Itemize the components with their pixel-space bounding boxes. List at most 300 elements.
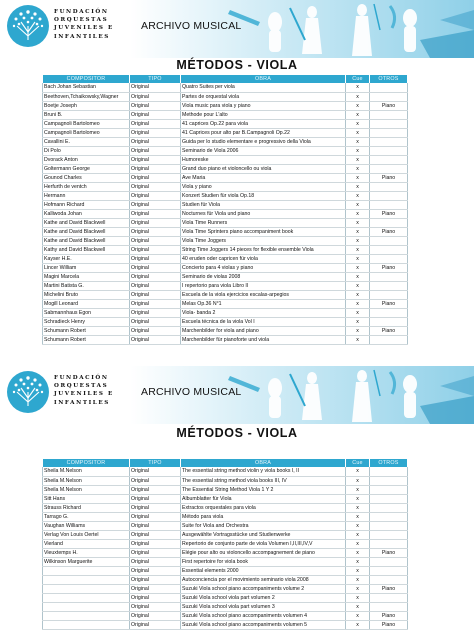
type-cell: Original xyxy=(130,263,181,272)
work-cell: Ausgewählte Vortragsstücke und Studienwerke xyxy=(181,530,346,539)
cue-cell: x xyxy=(346,290,370,299)
composer-cell: Goltermann George xyxy=(43,164,130,173)
cue-cell: x xyxy=(346,467,370,476)
work-cell: Nocturnes für Viola und piano xyxy=(181,209,346,218)
work-cell: The Essential String Method Viola 1 Y 2 xyxy=(181,485,346,494)
composer-cell: Campagnoli Bartolomeo xyxy=(43,128,130,137)
table-row xyxy=(43,146,408,155)
composer-cell: Sabmannhaus Egon xyxy=(43,308,130,317)
composer-cell: Campagnoli Bartolomeo xyxy=(43,119,130,128)
others-cell xyxy=(370,281,408,290)
others-cell xyxy=(370,335,408,344)
others-cell xyxy=(370,467,408,476)
column-header-cue: Cue xyxy=(346,459,370,467)
table-row xyxy=(43,254,408,263)
table-row xyxy=(43,476,408,485)
cue-cell: x xyxy=(346,503,370,512)
others-cell xyxy=(370,539,408,548)
composer-cell: Beethoven,Tchaikowsky,Wagner xyxy=(43,92,130,101)
table-row xyxy=(43,335,408,344)
cue-cell: x xyxy=(346,539,370,548)
section-title: ARCHIVO MUSICAL xyxy=(141,20,242,32)
table-row xyxy=(43,494,408,503)
others-cell xyxy=(370,254,408,263)
foundation-logo-icon xyxy=(6,370,50,414)
work-cell: Repertorio de conjunto parte de viola Volumen I,II,III,IV,V xyxy=(181,539,346,548)
composer-cell: Lincer William xyxy=(43,263,130,272)
table-row xyxy=(43,611,408,620)
work-cell: Viola- banda 2 xyxy=(181,308,346,317)
others-cell xyxy=(370,494,408,503)
cue-cell: x xyxy=(346,272,370,281)
work-cell: Suzuki Viola school viola part volumen 2 xyxy=(181,593,346,602)
table-row xyxy=(43,593,408,602)
composer-cell: Tarrago G. xyxy=(43,512,130,521)
work-cell: Elégie pour alto ou violoncello accompagnement de piano xyxy=(181,548,346,557)
work-cell: Quatro Suites per viola xyxy=(181,83,346,92)
table-row xyxy=(43,539,408,548)
others-cell xyxy=(370,110,408,119)
type-cell: Original xyxy=(130,164,181,173)
others-cell: Piano xyxy=(370,326,408,335)
work-cell: 41 caprices Op.22 para viola xyxy=(181,119,346,128)
composer-cell: Kathy and David Blackwell xyxy=(43,245,130,254)
work-cell: Humoreske xyxy=(181,155,346,164)
type-cell: Original xyxy=(130,272,181,281)
section-title: ARCHIVO MUSICAL xyxy=(141,386,242,398)
type-cell: Original xyxy=(130,173,181,182)
cue-cell: x xyxy=(346,236,370,245)
cue-cell: x xyxy=(346,611,370,620)
work-cell: Escuela técnica de la viola Vol I xyxy=(181,317,346,326)
work-cell: Partes de orquestal viola xyxy=(181,92,346,101)
type-cell: Original xyxy=(130,317,181,326)
others-cell: Piano xyxy=(370,548,408,557)
table-row xyxy=(43,272,408,281)
others-cell xyxy=(370,566,408,575)
composer-cell: Bruni B. xyxy=(43,110,130,119)
composer-cell xyxy=(43,584,130,593)
work-cell: Suite for Viola and Orchestra xyxy=(181,521,346,530)
work-cell: Escuela de la viola ejercicios escalas-arpegios xyxy=(181,290,346,299)
cue-cell: x xyxy=(346,557,370,566)
others-cell: Piano xyxy=(370,227,408,236)
cue-cell: x xyxy=(346,218,370,227)
work-cell: The essential string method violin y viola books I, II xyxy=(181,467,346,476)
composer-cell: Bach Johan Sebastian xyxy=(43,83,130,92)
others-cell xyxy=(370,182,408,191)
composer-cell: Sheila M.Nelson xyxy=(43,485,130,494)
others-cell: Piano xyxy=(370,101,408,110)
work-cell: Viola Time Sprinters piano accompaniment book xyxy=(181,227,346,236)
type-cell: Original xyxy=(130,236,181,245)
table-row xyxy=(43,83,408,92)
table-row xyxy=(43,299,408,308)
composer-cell: Gounod Charles xyxy=(43,173,130,182)
cue-cell: x xyxy=(346,602,370,611)
table-row xyxy=(43,200,408,209)
cue-cell: x xyxy=(346,548,370,557)
column-header-work: OBRA xyxy=(181,459,346,467)
others-cell: Piano xyxy=(370,611,408,620)
table-row xyxy=(43,164,408,173)
composer-cell: Kayser H.E. xyxy=(43,254,130,263)
type-cell: Original xyxy=(130,467,181,476)
work-cell: Viola Time Runners xyxy=(181,218,346,227)
composer-cell: Sitt Hans xyxy=(43,494,130,503)
work-cell: Grand duo piano et violoncello ou viola xyxy=(181,164,346,173)
type-cell: Original xyxy=(130,335,181,344)
type-cell: Original xyxy=(130,308,181,317)
others-cell xyxy=(370,272,408,281)
table-row xyxy=(43,236,408,245)
composer-cell: Schumann Robert xyxy=(43,326,130,335)
others-cell: Piano xyxy=(370,620,408,629)
table-row xyxy=(43,485,408,494)
cue-cell: x xyxy=(346,164,370,173)
type-cell: Original xyxy=(130,557,181,566)
type-cell: Original xyxy=(130,227,181,236)
composer-cell: Schumann Robert xyxy=(43,335,130,344)
document-title: MÉTODOS - VIOLA xyxy=(176,58,298,72)
table-row xyxy=(43,128,408,137)
composer-cell xyxy=(43,566,130,575)
composer-cell: Sheila M.Nelson xyxy=(43,476,130,485)
others-cell xyxy=(370,476,408,485)
table-row xyxy=(43,602,408,611)
others-cell xyxy=(370,602,408,611)
column-header-composer: COMPOSITOR xyxy=(43,459,130,467)
composer-cell: Schradieck Henry xyxy=(43,317,130,326)
table-row xyxy=(43,119,408,128)
table-row xyxy=(43,155,408,164)
work-cell: Guida per lo studio elementare e progressivo della Viola xyxy=(181,137,346,146)
cue-cell: x xyxy=(346,209,370,218)
type-cell: Original xyxy=(130,575,181,584)
work-cell: Marchenbilder for viola and piano xyxy=(181,326,346,335)
type-cell: Original xyxy=(130,110,181,119)
page-header xyxy=(0,0,474,58)
others-cell: Piano xyxy=(370,584,408,593)
column-header-cue: Cue xyxy=(346,75,370,83)
table-row xyxy=(43,182,408,191)
composer-cell xyxy=(43,602,130,611)
type-cell: Original xyxy=(130,485,181,494)
table-row xyxy=(43,521,408,530)
others-cell xyxy=(370,317,408,326)
type-cell: Original xyxy=(130,539,181,548)
type-cell: Original xyxy=(130,92,181,101)
table-row xyxy=(43,326,408,335)
work-cell: 41 Caprices pour alto par B.Campagnoli Op.22 xyxy=(181,128,346,137)
work-cell: Extractos orquestales para viola xyxy=(181,503,346,512)
others-cell xyxy=(370,593,408,602)
type-cell: Original xyxy=(130,290,181,299)
table-row xyxy=(43,584,408,593)
cue-cell: x xyxy=(346,620,370,629)
type-cell: Original xyxy=(130,620,181,629)
composer-cell: Herfurth de ventch xyxy=(43,182,130,191)
composer-cell: Sheila M.Nelson xyxy=(43,467,130,476)
table-row xyxy=(43,503,408,512)
table-row xyxy=(43,548,408,557)
others-cell xyxy=(370,191,408,200)
cue-cell: x xyxy=(346,146,370,155)
cue-cell: x xyxy=(346,584,370,593)
work-cell: Viola Time Joggers xyxy=(181,236,346,245)
type-cell: Original xyxy=(130,191,181,200)
cue-cell: x xyxy=(346,92,370,101)
composer-cell: Strauss Richard xyxy=(43,503,130,512)
cue-cell: x xyxy=(346,128,370,137)
composer-cell: Vierland xyxy=(43,539,130,548)
others-cell xyxy=(370,512,408,521)
type-cell: Original xyxy=(130,548,181,557)
type-cell: Original xyxy=(130,83,181,92)
others-cell: Piano xyxy=(370,209,408,218)
table-row xyxy=(43,281,408,290)
column-header-others: OTROS xyxy=(370,459,408,467)
composer-cell: Vaughan Williams xyxy=(43,521,130,530)
type-cell: Original xyxy=(130,146,181,155)
type-cell: Original xyxy=(130,530,181,539)
table-row xyxy=(43,209,408,218)
table-row xyxy=(43,317,408,326)
foundation-logo-icon xyxy=(6,4,50,48)
others-cell: Piano xyxy=(370,299,408,308)
cue-cell: x xyxy=(346,521,370,530)
others-cell xyxy=(370,119,408,128)
page-header xyxy=(0,366,474,424)
work-cell: Marchenbilder für pianoforte und viola xyxy=(181,335,346,344)
composer-cell: Cavallini E. xyxy=(43,137,130,146)
others-cell xyxy=(370,200,408,209)
column-header-work: OBRA xyxy=(181,75,346,83)
work-cell: Albumblatter für Viola xyxy=(181,494,346,503)
composer-cell xyxy=(43,611,130,620)
cue-cell: x xyxy=(346,335,370,344)
table-row xyxy=(43,467,408,476)
others-cell xyxy=(370,521,408,530)
type-cell: Original xyxy=(130,182,181,191)
others-cell xyxy=(370,137,408,146)
composer-cell: Hofmann Richard xyxy=(43,200,130,209)
others-cell xyxy=(370,236,408,245)
table-row xyxy=(43,308,408,317)
work-cell: First repertoire for viola book xyxy=(181,557,346,566)
type-cell: Original xyxy=(130,245,181,254)
cue-cell: x xyxy=(346,137,370,146)
cue-cell: x xyxy=(346,566,370,575)
composer-cell: Boetje Joseph xyxy=(43,101,130,110)
work-cell: Seminario de violas 2008 xyxy=(181,272,346,281)
others-cell xyxy=(370,146,408,155)
table-row xyxy=(43,290,408,299)
foundation-name: FUNDACIÓN ORQUESTAS JUVENILES E INFANTILES xyxy=(54,375,114,406)
cue-cell: x xyxy=(346,494,370,503)
work-cell: Studien für Viola xyxy=(181,200,346,209)
type-cell: Original xyxy=(130,611,181,620)
cue-cell: x xyxy=(346,173,370,182)
work-cell: String Time Joggers 14 pieces for flexible ensemble Viola xyxy=(181,245,346,254)
table-row xyxy=(43,110,408,119)
document-title: MÉTODOS - VIOLA xyxy=(176,426,298,440)
others-cell xyxy=(370,218,408,227)
type-cell: Original xyxy=(130,218,181,227)
others-cell xyxy=(370,128,408,137)
work-cell: Suzuki Viola school viola part volumen 3 xyxy=(181,602,346,611)
cue-cell: x xyxy=(346,83,370,92)
cue-cell: x xyxy=(346,476,370,485)
type-cell: Original xyxy=(130,602,181,611)
cue-cell: x xyxy=(346,326,370,335)
work-cell: 40 eruden oder capricen für viola xyxy=(181,254,346,263)
table-row xyxy=(43,575,408,584)
type-cell: Original xyxy=(130,503,181,512)
cue-cell: x xyxy=(346,227,370,236)
type-cell: Original xyxy=(130,494,181,503)
type-cell: Original xyxy=(130,512,181,521)
work-cell: Suzuki Viola school piano accompaniments volumen 4 xyxy=(181,611,346,620)
table-row xyxy=(43,620,408,629)
others-cell xyxy=(370,245,408,254)
table-row xyxy=(43,566,408,575)
cue-cell: x xyxy=(346,530,370,539)
composer-cell: Kathe and David Blackwell xyxy=(43,236,130,245)
column-header-others: OTROS xyxy=(370,75,408,83)
cue-cell: x xyxy=(346,110,370,119)
composer-cell: Kalliwoda Johan xyxy=(43,209,130,218)
work-cell: Methode pour L'alto xyxy=(181,110,346,119)
others-cell xyxy=(370,557,408,566)
work-cell: Autoconciencia por el movimiento seminario viola 2008 xyxy=(181,575,346,584)
work-cell: Método para viola xyxy=(181,512,346,521)
table-row xyxy=(43,557,408,566)
cue-cell: x xyxy=(346,155,370,164)
type-cell: Original xyxy=(130,128,181,137)
others-cell xyxy=(370,164,408,173)
table-row xyxy=(43,191,408,200)
others-cell xyxy=(370,155,408,164)
type-cell: Original xyxy=(130,101,181,110)
table-row xyxy=(43,227,408,236)
others-cell xyxy=(370,290,408,299)
work-cell: The essential string method viola books III, IV xyxy=(181,476,346,485)
composer-cell xyxy=(43,593,130,602)
composer-cell: Kathe and David Blackwell xyxy=(43,227,130,236)
cue-cell: x xyxy=(346,485,370,494)
work-cell: Ave Maria xyxy=(181,173,346,182)
work-cell: Viola y piano xyxy=(181,182,346,191)
work-cell: I repertorio para viola Libro II xyxy=(181,281,346,290)
table-row xyxy=(43,245,408,254)
composer-cell: Hermann xyxy=(43,191,130,200)
cue-cell: x xyxy=(346,191,370,200)
cue-cell: x xyxy=(346,101,370,110)
table-row xyxy=(43,101,408,110)
work-cell: Konzert Studien für viola Op.18 xyxy=(181,191,346,200)
composer-cell: Michelini Bruto xyxy=(43,290,130,299)
table-row xyxy=(43,512,408,521)
composer-cell: Dvorack Anton xyxy=(43,155,130,164)
cue-cell: x xyxy=(346,317,370,326)
table-row xyxy=(43,218,408,227)
cue-cell: x xyxy=(346,281,370,290)
others-cell xyxy=(370,530,408,539)
work-cell: Suzuki Viola school piano accompaniments volumen 5 xyxy=(181,620,346,629)
others-cell xyxy=(370,503,408,512)
others-cell xyxy=(370,485,408,494)
cue-cell: x xyxy=(346,254,370,263)
methods-table-page-1 xyxy=(42,75,408,345)
table-row xyxy=(43,173,408,182)
cue-cell: x xyxy=(346,263,370,272)
composer-cell: Mogill Leonard xyxy=(43,299,130,308)
type-cell: Original xyxy=(130,566,181,575)
cue-cell: x xyxy=(346,200,370,209)
composer-cell: Magini Marcela xyxy=(43,272,130,281)
others-cell xyxy=(370,92,408,101)
others-cell xyxy=(370,575,408,584)
table-row xyxy=(43,530,408,539)
cue-cell: x xyxy=(346,245,370,254)
composer-cell: Wilkinson Marguerite xyxy=(43,557,130,566)
type-cell: Original xyxy=(130,119,181,128)
type-cell: Original xyxy=(130,593,181,602)
work-cell: Suzuki Viola school piano accompaniments volume 2 xyxy=(181,584,346,593)
type-cell: Original xyxy=(130,254,181,263)
work-cell: Melas Op.36 N°1 xyxy=(181,299,346,308)
type-cell: Original xyxy=(130,281,181,290)
table-header-row xyxy=(43,75,408,83)
others-cell xyxy=(370,308,408,317)
type-cell: Original xyxy=(130,155,181,164)
type-cell: Original xyxy=(130,326,181,335)
composer-cell: Di Polo xyxy=(43,146,130,155)
cue-cell: x xyxy=(346,182,370,191)
foundation-name: FUNDACIÓN ORQUESTAS JUVENILES E INFANTILES xyxy=(54,9,114,40)
composer-cell: Vieuxtemps H. xyxy=(43,548,130,557)
document-page-2 xyxy=(0,366,474,632)
work-cell: Essential elements 2000 xyxy=(181,566,346,575)
work-cell: Viola music para viola y piano xyxy=(181,101,346,110)
type-cell: Original xyxy=(130,137,181,146)
cue-cell: x xyxy=(346,512,370,521)
others-cell: Piano xyxy=(370,263,408,272)
table-row xyxy=(43,92,408,101)
work-cell: Concierto para 4 violas y piano xyxy=(181,263,346,272)
type-cell: Original xyxy=(130,209,181,218)
composer-cell: Verlag Von Louis Oertel xyxy=(43,530,130,539)
composer-cell: Martini Batista G. xyxy=(43,281,130,290)
type-cell: Original xyxy=(130,476,181,485)
composer-cell: Kathe and David Blackwell xyxy=(43,218,130,227)
column-header-composer: COMPOSITOR xyxy=(43,75,130,83)
type-cell: Original xyxy=(130,299,181,308)
type-cell: Original xyxy=(130,521,181,530)
type-cell: Original xyxy=(130,200,181,209)
composer-cell xyxy=(43,575,130,584)
others-cell: Piano xyxy=(370,173,408,182)
column-header-type: TIPO xyxy=(130,75,181,83)
work-cell: Seminario de Viola 2006 xyxy=(181,146,346,155)
table-row xyxy=(43,263,408,272)
cue-cell: x xyxy=(346,308,370,317)
others-cell xyxy=(370,83,408,92)
cue-cell: x xyxy=(346,119,370,128)
composer-cell xyxy=(43,620,130,629)
cue-cell: x xyxy=(346,299,370,308)
